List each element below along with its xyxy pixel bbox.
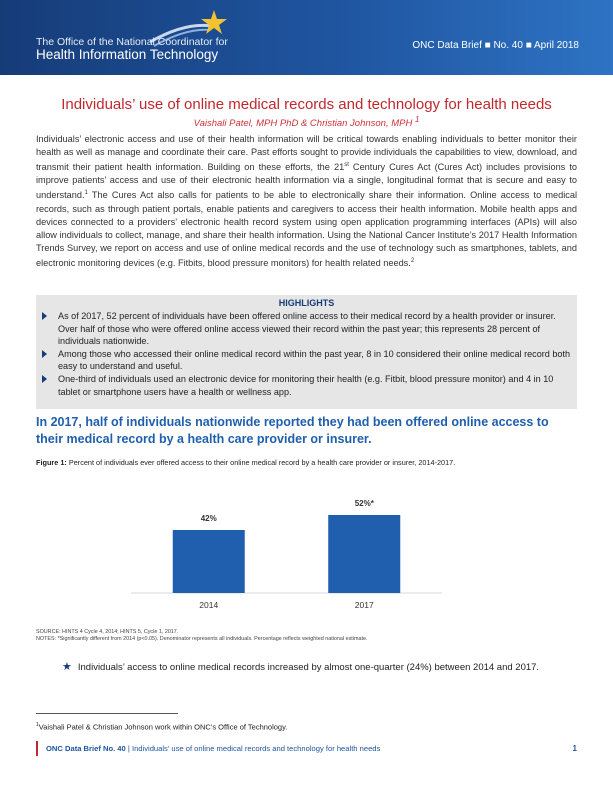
- bullet-triangle-icon: [42, 375, 47, 383]
- page-number: 1: [572, 744, 577, 753]
- intro-ref-2: 2: [410, 257, 415, 264]
- bar-2014: [173, 530, 245, 593]
- intro-text-3: The Cures Act also calls for patients to be able to electronically share their information. Online access to medical records, such as through patient portals, enable patients and caregivers to access their health information. Mobile health apps and devices connected to a providers’ electronic health record system using open application programming interfaces (APIs) will also allow individuals to collect, manage, and share their health information. Using the National Cancer Institute’s 2017 Health Information Trends Survey, we report on access and use of online medical records and the use of technology such as smartphones, tablets, and electronic monitoring devices (e.g. Fitbits, blood pressure monitors) for health related needs.: [36, 190, 577, 269]
- key-finding-heading: In 2017, half of individuals nationwide reported they had been offered online access to their medical record by a health care provider or insurer.: [36, 415, 549, 446]
- footnote-text: Vaishali Patel & Christian Johnson work within ONC’s Office of Technology.: [38, 722, 288, 732]
- page-header: [0, 0, 613, 75]
- highlights-box: [36, 295, 577, 409]
- intro-paragraph: [36, 133, 577, 270]
- highlight-item: [58, 373, 572, 398]
- data-label-2014: 42%: [200, 514, 217, 523]
- page-footer: [46, 744, 380, 753]
- tick-label-2014: 2014: [199, 600, 219, 610]
- intro-sup-st: st: [344, 162, 349, 169]
- figure-caption-text: Percent of individuals ever offered access to their online medical record by a health care provider or insurer, 2014-2017.: [66, 458, 456, 467]
- intro-ref-1: 1: [84, 190, 88, 197]
- bullet-triangle-icon: [42, 350, 47, 358]
- bullet-triangle-icon: [42, 312, 47, 320]
- source-line: SOURCE: HINTS 4 Cycle 4, 2014; HINTS 5, Cycle 1, 2017.: [36, 629, 179, 635]
- star-note-text: Individuals’ access to online medical records increased by almost one-quarter (24%) between 2014 and 2017.: [77, 662, 540, 673]
- org-name-line2: Health Information Technology: [36, 47, 219, 62]
- authors: [0, 115, 613, 129]
- footnote-divider: [36, 713, 178, 714]
- star-note: [62, 660, 539, 673]
- intro-text-2: Century Cures Act (Cures Act) includes provisions to improve patients’ access and use of their electronic health information via a single, longitudinal format that is secure and easy to understand.: [36, 162, 578, 201]
- data-label-2017: 52%*: [354, 499, 374, 508]
- highlight-item: [58, 310, 572, 348]
- tick-label-2017: 2017: [354, 600, 374, 610]
- highlights-title: HIGHLIGHTS: [278, 298, 335, 308]
- footer-separator: |: [125, 744, 132, 753]
- footer-brief: ONC Data Brief No. 40: [46, 744, 126, 753]
- page-title: Individuals’ use of online medical records and technology for health needs: [61, 96, 552, 113]
- bar-chart: [115, 475, 458, 625]
- intro-text-1: Individuals’ electronic access and use of their health information will be critical towards enabling individuals to better monitor their health as well as manage and coordinate their care. Past efforts sought to provide individuals the capabilities to view, download, and transmit their patient health information. Building on these efforts, the 21: [36, 134, 577, 173]
- authors-text: Vaishali Patel, MPH PhD & Christian Johnson, MPH: [193, 118, 413, 130]
- footer-accent-bar: [36, 741, 38, 756]
- figure-caption: [36, 458, 577, 467]
- highlight-item: [58, 348, 572, 373]
- bar-2017: [328, 515, 400, 593]
- highlight-text: Among those who accessed their online medical record within the past year, 8 in 10 considered their online medical record both easy to understand and useful.: [58, 348, 571, 372]
- chart-source: [36, 629, 367, 643]
- footer-title: Individuals’ use of online medical records and technology for health needs: [131, 744, 381, 753]
- highlights-list: [58, 310, 572, 398]
- figure-label: Figure 1:: [36, 458, 67, 467]
- star-icon: ★: [62, 661, 72, 673]
- highlight-text: As of 2017, 52 percent of individuals have been offered online access to their medical record by a health provider or insurer. Over half of those who were offered online access viewed their record within the past year; this represents 28 percent of individuals nationwide.: [58, 311, 556, 347]
- org-name-line1: The Office of the National Coordinator for: [36, 36, 228, 48]
- authors-footnote-ref: 1: [415, 115, 420, 124]
- notes-line: NOTES: *Significantly different from 2014 (p<0.05). Denominator represents all individuals. Percentage reflects weighted national estimate.: [36, 636, 368, 642]
- footnote-ref: 1: [36, 722, 39, 728]
- brief-label: ONC Data Brief ■ No. 40 ■ April 2018: [412, 40, 579, 51]
- footnote: [36, 722, 287, 732]
- highlight-text: One-third of individuals used an electronic device for monitoring their health (e.g. Fitbit, blood pressure monitor) and 4 in 10 tablet or smartphone users have a health or wellness app.: [58, 373, 554, 397]
